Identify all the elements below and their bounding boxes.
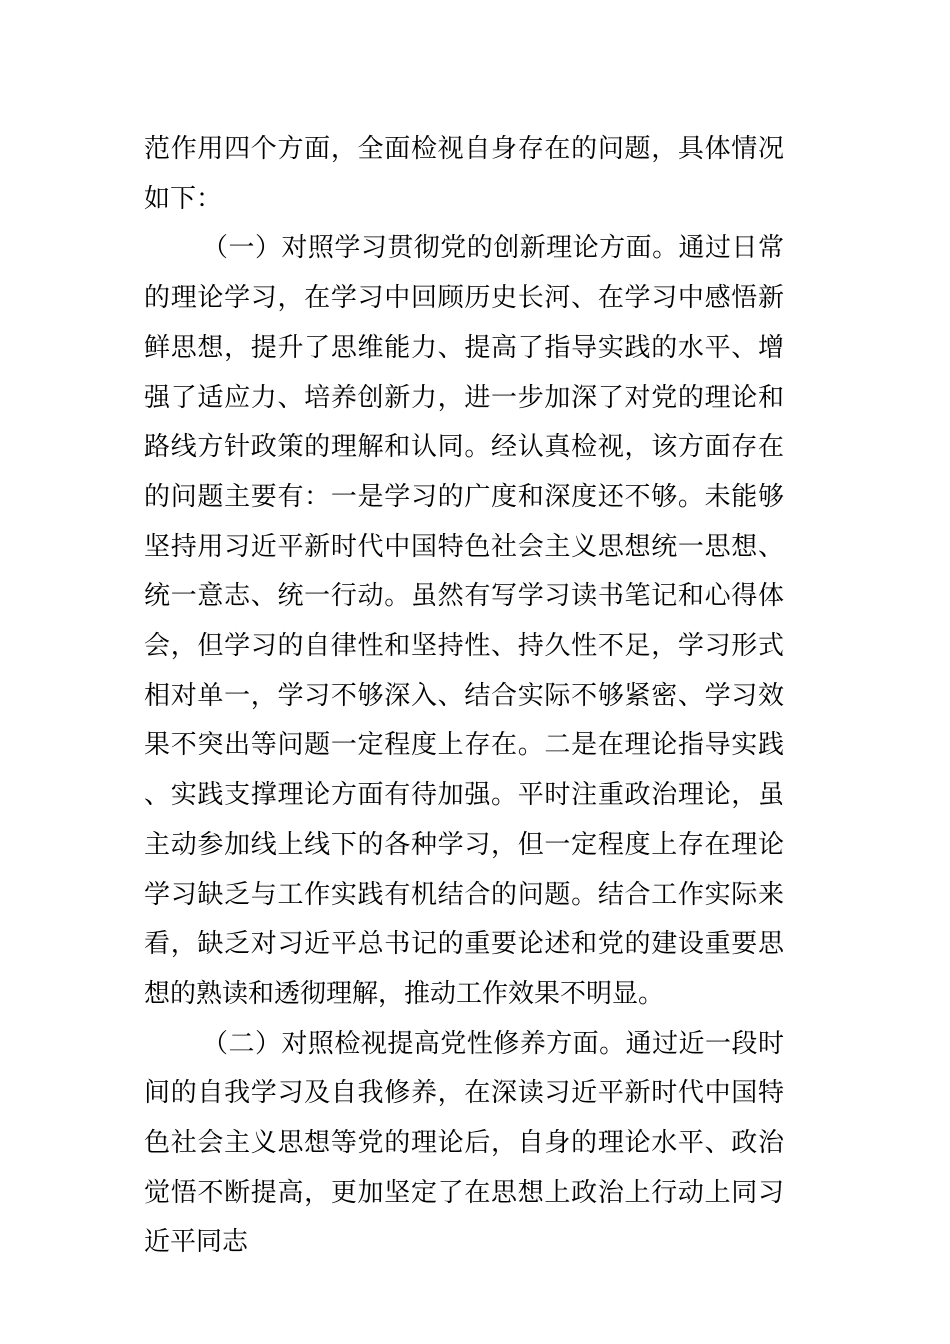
paragraph-section-two: （二）对照检视提高党性修养方面。通过近一段时间的自我学习及自我修养，在深读习近平新时代中国特色社会主义思想等党的理论后，自身的理论水平、政治觉悟不断提高，更加坚定了在思想上政治上行动上同习近平同志 xyxy=(144,1028,784,1258)
paragraph-section-one: （一）对照学习贯彻党的创新理论方面。通过日常的理论学习，在学习中回顾历史长河、在学习中感悟新鲜思想，提升了思维能力、提高了指导实践的水平、增强了适应力、培养创新力，进一步加深了对党的理论和路线方针政策的理解和认同。经认真检视，该方面存在的问题主要有：一是学习的广度和深度还不够。未能够坚持用习近平新时代中国特色社会主义思想统一思想、统一意志、统一行动。虽然有写学习读书笔记和心得体会，但学习的自律性和坚持性、持久性不足，学习形式相对单一，学习不够深入、结合实际不够紧密、学习效果不突出等问题一定程度上存在。二是在理论指导实践、实践支撑理论方面有待加强。平时注重政治理论，虽主动参加线上线下的各种学习，但一定程度上存在理论学习缺乏与工作实践有机结合的问题。结合工作实际来看，缺乏对习近平总书记的重要论述和党的建设重要思想的熟读和透彻理解，推动工作效果不明显。 xyxy=(144,233,784,1009)
document-body xyxy=(144,125,784,1268)
paragraph-continuation: 范作用四个方面，全面检视自身存在的问题，具体情况如下： xyxy=(144,134,784,214)
